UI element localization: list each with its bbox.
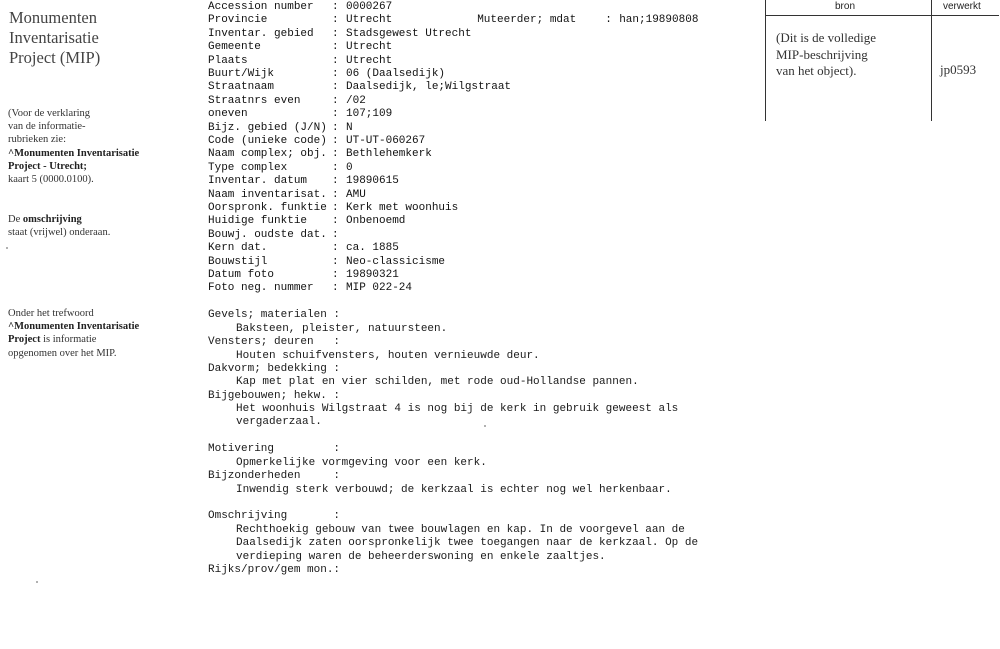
field-value: 107;109 xyxy=(346,108,393,121)
section-text-dakvorm: Kap met plat en vier schilden, met rode oud-Hollandse pannen. xyxy=(236,376,639,388)
section-heading-motivering: Motivering : xyxy=(208,443,341,455)
note-line: Onder het trefwoord xyxy=(8,308,94,319)
note-line: staat (vrijwel) onderaan. xyxy=(8,227,111,239)
field-colon: : xyxy=(332,161,339,174)
note-bold-reference: Project - Utrecht; xyxy=(8,160,87,172)
note-text: is informatie xyxy=(40,334,97,346)
table-header-bron: bron xyxy=(835,1,856,12)
section-heading-bijzonderheden: Bijzonderheden : xyxy=(208,470,341,482)
field-row xyxy=(208,28,471,42)
section-text-gevels: Baksteen, pleister, natuursteen. xyxy=(236,323,448,335)
field-row xyxy=(208,14,392,28)
field-value: Neo-classicisme xyxy=(346,255,446,268)
section-heading-rijks: Rijks/prov/gem mon.: xyxy=(208,564,341,576)
field-colon: : xyxy=(332,255,339,268)
note-line: opgenomen over het MIP. xyxy=(8,347,117,359)
field-row xyxy=(208,1,392,15)
scan-speck xyxy=(36,581,38,583)
field-row xyxy=(208,81,511,95)
table-header-verwerkt: verwerkt xyxy=(943,1,981,12)
note-bold-reference: ^Monumenten Inventarisatie xyxy=(8,321,140,333)
field-value: ca. 1885 xyxy=(346,242,399,255)
field-row xyxy=(208,242,399,256)
section-heading-bijgebouwen: Bijgebouwen; hekw. : xyxy=(208,390,341,402)
field-label: Bouwj. oudste dat. xyxy=(208,228,327,241)
field-label: Bouwstijl xyxy=(208,255,268,268)
section-heading-vensters: Vensters; deuren : xyxy=(208,336,341,348)
info-reference-note xyxy=(8,107,183,186)
field-value: Daalsedijk, le;Wilgstraat xyxy=(346,81,512,94)
field-label: Straatnrs even xyxy=(208,94,301,107)
field-label: Naam inventarisat. xyxy=(208,188,327,201)
note-bold-reference: ^Monumenten Inventarisatie xyxy=(8,147,140,159)
field-row xyxy=(208,189,366,203)
field-label: Foto neg. nummer xyxy=(208,282,314,295)
field-row xyxy=(208,55,392,69)
field-value: N xyxy=(346,121,353,134)
field-label: Gemeente xyxy=(208,41,261,54)
field-colon: : xyxy=(332,188,339,201)
source-line: MIP-beschrijving xyxy=(776,46,868,62)
document-title xyxy=(9,8,169,68)
field-label: oneven xyxy=(208,108,248,121)
section-text-omschrijving: Rechthoekig gebouw van twee bouwlagen en kap. In de voorgevel aan de xyxy=(236,524,685,536)
field-row xyxy=(208,229,346,243)
field-row xyxy=(208,41,392,55)
field-colon: : xyxy=(332,27,339,40)
field-colon: : xyxy=(332,94,339,107)
field-label: Kern dat. xyxy=(208,242,268,255)
description-location-note xyxy=(8,213,183,239)
section-heading-gevels: Gevels; materialen : xyxy=(208,309,341,321)
field-row xyxy=(208,95,366,109)
field-row xyxy=(208,135,425,149)
field-label: Provincie xyxy=(208,14,268,27)
keyword-note xyxy=(8,307,183,360)
field-colon: : xyxy=(332,228,339,241)
field-value: /02 xyxy=(346,94,366,107)
field-value: Stadsgewest Utrecht xyxy=(346,27,472,40)
field-label: Code (unieke code) xyxy=(208,135,327,147)
table-border-left xyxy=(765,0,766,121)
source-line: (Dit is de volledige xyxy=(776,30,877,45)
field-colon: : xyxy=(332,108,339,121)
field-row xyxy=(208,122,353,136)
field-colon: : xyxy=(332,202,339,214)
field-value: 0000267 xyxy=(346,1,393,13)
section-text-bijgebouwen: Het woonhuis Wilgstraat 4 is nog bij de kerk in gebruik geweest als xyxy=(236,403,679,415)
section-text-bijzonderheden: Inwendig sterk verbouwd; de kerkzaal is echter nog wel herkenbaar. xyxy=(236,484,672,496)
table-header-divider xyxy=(765,15,999,16)
section-heading-dakvorm: Dakvorm; bedekking : xyxy=(208,363,341,375)
scan-speck xyxy=(484,425,486,427)
field-colon: : xyxy=(332,14,339,27)
field-value: UT-UT-060267 xyxy=(346,135,426,147)
field-label: Inventar. gebied xyxy=(208,27,314,40)
scan-speck xyxy=(6,247,8,249)
field-row xyxy=(208,215,405,229)
field-colon: : xyxy=(332,148,339,161)
field-value: 06 (Daalsedijk) xyxy=(346,68,446,80)
field-value: Utrecht xyxy=(346,14,393,27)
section-text-motivering: Opmerkelijke vormgeving voor een kerk. xyxy=(236,457,487,469)
field-label: Huidige funktie xyxy=(208,215,308,228)
note-line: van de informatie- xyxy=(8,121,86,133)
field-value: Onbenoemd xyxy=(346,215,406,228)
field-value: 0 xyxy=(346,161,353,174)
title-line: Inventarisatie xyxy=(9,28,99,47)
field-row xyxy=(208,68,445,82)
field-colon: : xyxy=(332,1,339,13)
note-bold-reference: Project xyxy=(8,334,41,346)
source-description xyxy=(776,30,926,80)
field-label: Type complex xyxy=(208,161,288,174)
field-label: Oorspronk. funktie xyxy=(208,202,327,214)
field-row xyxy=(208,175,399,189)
field-row xyxy=(208,269,399,283)
field-value: MIP 022-24 xyxy=(346,282,413,295)
field-value: 19890321 xyxy=(346,269,399,281)
field-row xyxy=(208,108,392,122)
field-value: Kerk met woonhuis xyxy=(346,202,459,214)
muteerder-field xyxy=(464,1,698,27)
field-colon: : xyxy=(332,215,339,228)
note-line: kaart 5 (0000.0100). xyxy=(8,174,94,186)
field-row xyxy=(208,148,432,162)
field-colon: : xyxy=(332,282,339,295)
source-table xyxy=(765,0,999,121)
verwerkt-value: jp0593 xyxy=(940,62,977,77)
field-value: Utrecht xyxy=(346,54,393,67)
section-text-omschrijving: Daalsedijk zaten oorspronkelijk twee toegangen naar de kerkzaal. Op de xyxy=(236,537,699,549)
field-value: Utrecht xyxy=(346,41,393,54)
field-colon: : xyxy=(605,14,612,26)
field-label: Bijz. gebied (J/N) xyxy=(208,121,327,134)
field-colon: : xyxy=(332,121,339,134)
field-value: han;19890808 xyxy=(619,14,699,26)
field-label: Muteerder; mdat xyxy=(477,14,577,26)
field-value: 19890615 xyxy=(346,175,399,188)
field-colon: : xyxy=(332,269,339,281)
field-colon: : xyxy=(332,242,339,255)
field-value: Bethlehemkerk xyxy=(346,148,432,161)
field-row xyxy=(208,202,458,216)
field-label: Accession number xyxy=(208,1,314,13)
title-line: Monumenten xyxy=(9,8,97,27)
table-column-divider xyxy=(931,0,932,121)
field-label: Plaats xyxy=(208,54,248,67)
field-colon: : xyxy=(332,41,339,54)
section-heading-omschrijving: Omschrijving : xyxy=(208,510,341,522)
note-line: rubrieken zie: xyxy=(8,134,67,146)
section-text-omschrijving: verdieping waren de beheerderswoning en enkele zaaltjes. xyxy=(236,551,606,563)
field-colon: : xyxy=(332,68,339,80)
field-colon: : xyxy=(332,81,339,94)
field-row xyxy=(208,282,412,296)
field-row xyxy=(208,256,445,270)
note-bold-keyword: omschrijving xyxy=(22,214,82,225)
field-row xyxy=(208,162,353,176)
field-label: Inventar. datum xyxy=(208,175,308,188)
field-colon: : xyxy=(332,54,339,67)
field-value: AMU xyxy=(346,188,366,201)
section-text-bijgebouwen: vergaderzaal. xyxy=(236,416,322,428)
field-label: Buurt/Wijk xyxy=(208,68,275,80)
title-line: Project (MIP) xyxy=(9,48,101,67)
field-label: Straatnaam xyxy=(208,81,275,94)
field-colon: : xyxy=(332,135,339,147)
field-label: Datum foto xyxy=(208,269,275,281)
source-line: van het object). xyxy=(776,63,857,78)
field-label: Naam complex; obj. xyxy=(208,148,327,161)
note-line: (Voor de verklaring xyxy=(8,108,91,119)
note-text: De xyxy=(8,214,23,225)
field-colon: : xyxy=(332,175,339,188)
section-text-vensters: Houten schuifvensters, houten vernieuwde deur. xyxy=(236,350,540,362)
